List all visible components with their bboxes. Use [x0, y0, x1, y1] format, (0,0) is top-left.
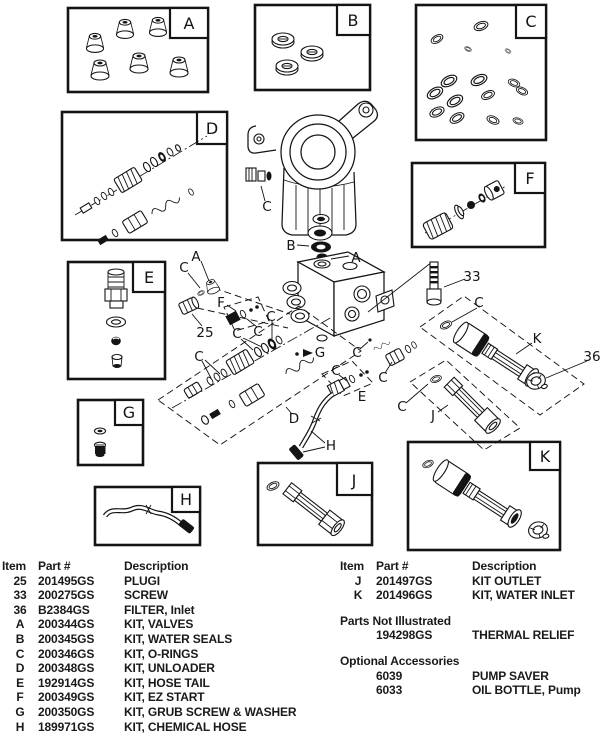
- table-row: [2, 690, 336, 705]
- callout-h: H: [325, 438, 337, 454]
- item-cell: [340, 683, 376, 698]
- callout-j: J: [431, 408, 435, 424]
- header-part: Part #: [38, 559, 71, 573]
- parts-table-right: [340, 559, 603, 698]
- section-title-parts-not-illustrated: Parts Not Illustrated: [340, 613, 451, 628]
- desc-cell: KIT, WATER INLET: [472, 588, 575, 603]
- crankcase-fitting-icon: [246, 168, 272, 181]
- kit-box-h-label: H: [179, 490, 193, 509]
- header-description: Description: [124, 559, 189, 573]
- item-cell: G: [15, 704, 25, 719]
- table-row: [2, 588, 336, 603]
- item-cell: B: [15, 631, 25, 646]
- table-row: [340, 574, 603, 589]
- part-cell: 192914GS: [38, 675, 95, 690]
- kit-box-k-label: K: [539, 447, 551, 466]
- kit-box-j-label: J: [351, 471, 357, 490]
- item-cell: [340, 628, 376, 643]
- table-row: [2, 720, 336, 735]
- desc-cell: KIT, WATER SEALS: [124, 631, 233, 646]
- kit-box-a-label: A: [183, 14, 195, 33]
- water-inlet-group-illustration: [420, 296, 584, 415]
- item-cell: [340, 669, 376, 684]
- part-cell: B2384GS: [38, 602, 90, 617]
- callout-b: B: [286, 238, 296, 254]
- parts-table-left: [2, 559, 336, 734]
- callout-36: 36: [583, 349, 601, 365]
- callout-c: C: [352, 345, 362, 361]
- header-description: Description: [472, 559, 537, 573]
- item-cell: 25: [13, 573, 27, 588]
- desc-cell: KIT, EZ START: [124, 690, 205, 705]
- kit-box-k: [408, 442, 560, 550]
- part-cell: 189971GS: [38, 719, 95, 734]
- pump-manifold-illustration: [283, 252, 394, 341]
- header-item: Item: [2, 559, 27, 573]
- item-cell: D: [15, 661, 25, 676]
- check-valve-group-illustration: [368, 338, 417, 366]
- part-cell: 6039: [376, 668, 403, 683]
- item-cell: 36: [13, 602, 27, 617]
- callout-c: C: [331, 363, 341, 379]
- kit-box-e: [68, 262, 165, 379]
- part-cell: 200344GS: [38, 617, 95, 632]
- callout-e: E: [357, 389, 367, 405]
- callout-f: F: [217, 295, 225, 311]
- part-cell: 194298GS: [376, 628, 433, 643]
- kit-box-b: [255, 5, 370, 90]
- desc-cell: THERMAL RELIEF: [472, 628, 575, 643]
- grub-screw-pointer-illustration: [295, 349, 313, 357]
- kit-box-h: [95, 487, 200, 545]
- callout-c: C: [194, 349, 204, 365]
- item-cell: H: [15, 719, 25, 734]
- callout-a: A: [351, 250, 361, 266]
- table-header: [2, 559, 336, 574]
- desc-cell: PLUGI: [124, 573, 160, 588]
- grub-screw-kit-illustration: [95, 428, 106, 457]
- kit-box-g-label: G: [122, 403, 136, 422]
- table-row: [2, 705, 336, 720]
- desc-cell: KIT, HOSE TAIL: [124, 675, 210, 690]
- kit-box-c-label: C: [525, 12, 537, 31]
- item-cell: J: [354, 573, 362, 588]
- kit-box-c: [416, 5, 546, 140]
- table-row: [340, 669, 603, 684]
- part-cell: 201496GS: [376, 588, 433, 603]
- callout-c: C: [253, 324, 263, 340]
- outlet-group-illustration: [410, 360, 520, 450]
- table-row: [2, 661, 336, 676]
- table-header: [340, 559, 603, 574]
- table-row: [2, 647, 336, 662]
- table-row: [340, 588, 603, 603]
- kit-box-j: [258, 463, 372, 545]
- callout-33: 33: [463, 269, 481, 285]
- part-cell: 201495GS: [38, 573, 95, 588]
- part-cell: 200350GS: [38, 704, 95, 719]
- part-cell: 200349GS: [38, 690, 95, 705]
- section-title-optional-accessories: Optional Accessories: [340, 653, 460, 668]
- table-row: [340, 628, 603, 643]
- callout-d: D: [288, 411, 300, 427]
- desc-cell: OIL BOTTLE, Pump: [472, 683, 581, 698]
- callout-k: K: [532, 331, 542, 347]
- part-cell: 200346GS: [38, 646, 95, 661]
- header-part: Part #: [376, 559, 409, 573]
- callout-g: G: [314, 345, 326, 361]
- part-cell: 200275GS: [38, 588, 95, 603]
- kit-box-f: [412, 163, 545, 247]
- item-cell: C: [15, 646, 25, 661]
- kit-box-a: [68, 8, 208, 92]
- desc-cell: KIT, GRUB SCREW & WASHER: [124, 704, 297, 719]
- desc-cell: PUMP SAVER: [472, 668, 549, 683]
- item-cell: E: [16, 675, 24, 690]
- callout-c: C: [262, 199, 272, 215]
- callout-c: C: [397, 399, 407, 415]
- kit-box-e-label: E: [143, 268, 155, 287]
- header-item: Item: [340, 559, 365, 573]
- callout-a: A: [191, 249, 201, 265]
- callout-c: C: [179, 260, 189, 276]
- table-row: [2, 676, 336, 691]
- table-row: [340, 683, 603, 698]
- valve-a-left-illustration: [197, 278, 290, 314]
- desc-cell: SCREW: [124, 588, 168, 603]
- desc-cell: KIT, O-RINGS: [124, 646, 199, 661]
- desc-cell: KIT OUTLET: [472, 573, 542, 588]
- callout-c: C: [474, 295, 484, 311]
- table-row: [2, 617, 336, 632]
- kit-box-f-label: F: [525, 169, 535, 188]
- table-row: [2, 603, 336, 618]
- item-cell: K: [353, 588, 363, 603]
- callout-c: C: [232, 326, 242, 342]
- desc-cell: KIT, VALVES: [124, 617, 194, 632]
- kit-box-d: [62, 112, 227, 245]
- table-row: [2, 632, 336, 647]
- desc-cell: KIT, UNLOADER: [124, 661, 215, 676]
- part-cell: 200348GS: [38, 661, 95, 676]
- item-cell: F: [16, 690, 24, 705]
- kit-box-b-label: B: [347, 11, 359, 30]
- part-cell: 200345GS: [38, 631, 95, 646]
- callout-c: C: [378, 370, 388, 386]
- table-row: [2, 574, 336, 589]
- desc-cell: KIT, CHEMICAL HOSE: [124, 719, 247, 734]
- item-cell: 33: [13, 588, 27, 603]
- callout-c: C: [266, 309, 276, 325]
- callout-25: 25: [196, 325, 214, 341]
- kit-box-g: [78, 400, 143, 465]
- part-cell: 6033: [376, 683, 403, 698]
- kit-box-d-label: D: [205, 119, 219, 138]
- item-cell: A: [15, 617, 25, 632]
- part-cell: 201497GS: [376, 573, 433, 588]
- desc-cell: FILTER, Inlet: [124, 602, 195, 617]
